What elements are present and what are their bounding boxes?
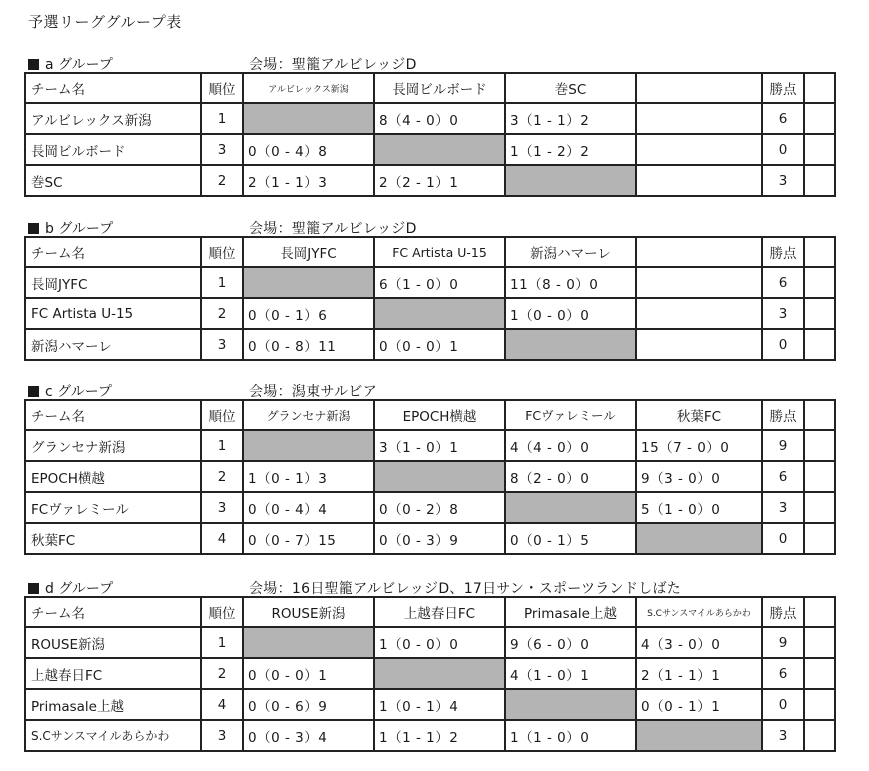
team-name: 秋葉FC [25, 523, 201, 554]
rank-value: 3 [201, 329, 243, 360]
match-result: 0（0 - 8）11 [243, 329, 374, 360]
table-row [25, 627, 835, 658]
header-row [25, 237, 835, 267]
points-value: 3 [762, 492, 804, 523]
self-match-cell [243, 103, 374, 134]
match-result: 11（8 - 0）0 [505, 267, 636, 298]
match-result: 1（1 - 1）2 [374, 720, 505, 751]
blank-cell [804, 329, 835, 360]
match-result [636, 329, 762, 360]
points-value: 9 [762, 430, 804, 461]
blank-cell [804, 597, 835, 627]
venue-label: 会場：聖籠アルビレッジD [249, 57, 417, 73]
points-column-header: 勝点 [762, 237, 804, 267]
rank-value: 2 [201, 658, 243, 689]
points-value: 3 [762, 720, 804, 751]
rank-value: 2 [201, 165, 243, 196]
blank-cell [804, 627, 835, 658]
match-result [636, 267, 762, 298]
venue-label: 会場：16日聖籠アルビレッジD、17日サン・スポーツランドしばた [249, 581, 682, 597]
header-row [25, 597, 835, 627]
rank-column-header: 順位 [201, 400, 243, 430]
team-name: FCヴァレミール [25, 492, 201, 523]
points-value: 6 [762, 461, 804, 492]
match-result: 3（1 - 1）2 [505, 103, 636, 134]
rank-value: 4 [201, 523, 243, 554]
table-row [25, 134, 835, 165]
venue-label: 会場：聖籠アルビレッジD [249, 221, 417, 237]
self-match-cell [374, 461, 505, 492]
match-result: 1（1 - 0）0 [505, 720, 636, 751]
group-table [24, 399, 836, 555]
blank-cell [804, 267, 835, 298]
blank-cell [804, 165, 835, 196]
self-match-cell [636, 523, 762, 554]
points-column-header: 勝点 [762, 400, 804, 430]
match-result: 0（0 - 7）15 [243, 523, 374, 554]
match-result: 2（1 - 1）1 [636, 658, 762, 689]
points-value: 0 [762, 329, 804, 360]
opponent-header [636, 237, 762, 267]
match-result: 3（1 - 0）1 [374, 430, 505, 461]
blank-cell [804, 73, 835, 103]
match-result: 0（0 - 1）5 [505, 523, 636, 554]
team-name: 長岡ビルボード [25, 134, 201, 165]
match-result: 0（0 - 0）1 [243, 658, 374, 689]
team-name: グランセナ新潟 [25, 430, 201, 461]
opponent-header: 長岡ビルボード [374, 73, 505, 103]
blank-cell [804, 523, 835, 554]
opponent-header [636, 73, 762, 103]
rank-value: 3 [201, 492, 243, 523]
team-name: 新潟ハマーレ [25, 329, 201, 360]
match-result [636, 298, 762, 329]
match-result: 0（0 - 3）9 [374, 523, 505, 554]
self-match-cell [505, 329, 636, 360]
points-value: 0 [762, 689, 804, 720]
team-column-header: チーム名 [25, 237, 201, 267]
self-match-cell [505, 689, 636, 720]
match-result: 2（2 - 1）1 [374, 165, 505, 196]
blank-cell [804, 134, 835, 165]
points-value: 3 [762, 165, 804, 196]
self-match-cell [505, 165, 636, 196]
self-match-cell [374, 658, 505, 689]
group-name: a グループ [28, 54, 113, 74]
rank-value: 1 [201, 103, 243, 134]
blank-cell [804, 461, 835, 492]
match-result: 0（0 - 4）4 [243, 492, 374, 523]
rank-value: 1 [201, 267, 243, 298]
self-match-cell [243, 627, 374, 658]
opponent-header: 秋葉FC [636, 400, 762, 430]
group-c [24, 380, 834, 555]
match-result: 1（0 - 1）4 [374, 689, 505, 720]
match-result: 6（1 - 0）0 [374, 267, 505, 298]
match-result: 0（0 - 0）1 [374, 329, 505, 360]
group-header [24, 380, 834, 399]
rank-value: 3 [201, 134, 243, 165]
opponent-header: S.Cサンスマイルあらかわ [636, 597, 762, 627]
table-row [25, 720, 835, 751]
table-row [25, 523, 835, 554]
points-column-header: 勝点 [762, 597, 804, 627]
team-column-header: チーム名 [25, 597, 201, 627]
table-row [25, 329, 835, 360]
match-result: 4（1 - 0）1 [505, 658, 636, 689]
match-result [636, 103, 762, 134]
blank-cell [804, 103, 835, 134]
self-match-cell [243, 267, 374, 298]
blank-cell [804, 689, 835, 720]
match-result: 0（0 - 4）8 [243, 134, 374, 165]
match-result: 0（0 - 1）1 [636, 689, 762, 720]
match-result: 1（0 - 0）0 [374, 627, 505, 658]
group-name: c グループ [28, 381, 112, 401]
self-match-cell [505, 492, 636, 523]
points-value: 3 [762, 298, 804, 329]
points-value: 6 [762, 658, 804, 689]
match-result: 8（4 - 0）0 [374, 103, 505, 134]
self-match-cell [243, 430, 374, 461]
rank-value: 2 [201, 461, 243, 492]
group-table [24, 72, 836, 197]
self-match-cell [374, 298, 505, 329]
opponent-header: Primasale上越 [505, 597, 636, 627]
venue-label: 会場：潟東サルビア [249, 384, 377, 400]
match-result: 8（2 - 0）0 [505, 461, 636, 492]
match-result: 0（0 - 3）4 [243, 720, 374, 751]
rank-value: 2 [201, 298, 243, 329]
opponent-header: FC Artista U-15 [374, 237, 505, 267]
self-match-cell [374, 134, 505, 165]
points-value: 0 [762, 523, 804, 554]
rank-column-header: 順位 [201, 73, 243, 103]
page-title: 予選リーググループ表 [28, 13, 182, 31]
group-name: b グループ [28, 218, 113, 238]
blank-cell [804, 298, 835, 329]
match-result: 4（4 - 0）0 [505, 430, 636, 461]
self-match-cell [636, 720, 762, 751]
points-value: 6 [762, 103, 804, 134]
blank-cell [804, 492, 835, 523]
rank-value: 1 [201, 430, 243, 461]
match-result: 15（7 - 0）0 [636, 430, 762, 461]
opponent-header: ROUSE新潟 [243, 597, 374, 627]
table-row [25, 689, 835, 720]
points-value: 0 [762, 134, 804, 165]
team-name: 巻SC [25, 165, 201, 196]
opponent-header: 巻SC [505, 73, 636, 103]
match-result: 0（0 - 2）8 [374, 492, 505, 523]
header-row [25, 400, 835, 430]
match-result: 4（3 - 0）0 [636, 627, 762, 658]
rank-column-header: 順位 [201, 237, 243, 267]
match-result: 0（0 - 1）6 [243, 298, 374, 329]
blank-cell [804, 658, 835, 689]
match-result: 9（6 - 0）0 [505, 627, 636, 658]
table-row [25, 461, 835, 492]
team-column-header: チーム名 [25, 400, 201, 430]
team-name: 上越春日FC [25, 658, 201, 689]
team-name: ROUSE新潟 [25, 627, 201, 658]
points-column-header: 勝点 [762, 73, 804, 103]
group-header [24, 53, 834, 72]
points-value: 9 [762, 627, 804, 658]
match-result [636, 134, 762, 165]
team-name: Primasale上越 [25, 689, 201, 720]
blank-cell [804, 720, 835, 751]
opponent-header: EPOCH横越 [374, 400, 505, 430]
group-header [24, 577, 834, 596]
blank-cell [804, 237, 835, 267]
team-name: アルビレックス新潟 [25, 103, 201, 134]
opponent-header: 新潟ハマーレ [505, 237, 636, 267]
table-row [25, 430, 835, 461]
team-name: 長岡JYFC [25, 267, 201, 298]
match-result: 1（0 - 1）3 [243, 461, 374, 492]
table-row [25, 298, 835, 329]
group-a [24, 53, 834, 197]
rank-value: 1 [201, 627, 243, 658]
group-header [24, 217, 834, 236]
match-result: 9（3 - 0）0 [636, 461, 762, 492]
match-result [636, 165, 762, 196]
team-name: FC Artista U-15 [25, 298, 201, 329]
table-row [25, 267, 835, 298]
team-name: S.Cサンスマイルあらかわ [25, 720, 201, 751]
rank-column-header: 順位 [201, 597, 243, 627]
opponent-header: グランセナ新潟 [243, 400, 374, 430]
table-row [25, 658, 835, 689]
blank-cell [804, 430, 835, 461]
match-result: 2（1 - 1）3 [243, 165, 374, 196]
match-result: 1（1 - 2）2 [505, 134, 636, 165]
header-row [25, 73, 835, 103]
opponent-header: アルビレックス新潟 [243, 73, 374, 103]
group-d [24, 577, 834, 752]
team-column-header: チーム名 [25, 73, 201, 103]
match-result: 1（0 - 0）0 [505, 298, 636, 329]
group-table [24, 236, 836, 361]
team-name: EPOCH横越 [25, 461, 201, 492]
match-result: 0（0 - 6）9 [243, 689, 374, 720]
opponent-header: 上越春日FC [374, 597, 505, 627]
blank-cell [804, 400, 835, 430]
opponent-header: 長岡JYFC [243, 237, 374, 267]
group-name: d グループ [28, 578, 113, 598]
table-row [25, 492, 835, 523]
table-row [25, 103, 835, 134]
group-table [24, 596, 836, 752]
rank-value: 3 [201, 720, 243, 751]
opponent-header: FCヴァレミール [505, 400, 636, 430]
rank-value: 4 [201, 689, 243, 720]
match-result: 5（1 - 0）0 [636, 492, 762, 523]
group-b [24, 217, 834, 361]
points-value: 6 [762, 267, 804, 298]
table-row [25, 165, 835, 196]
